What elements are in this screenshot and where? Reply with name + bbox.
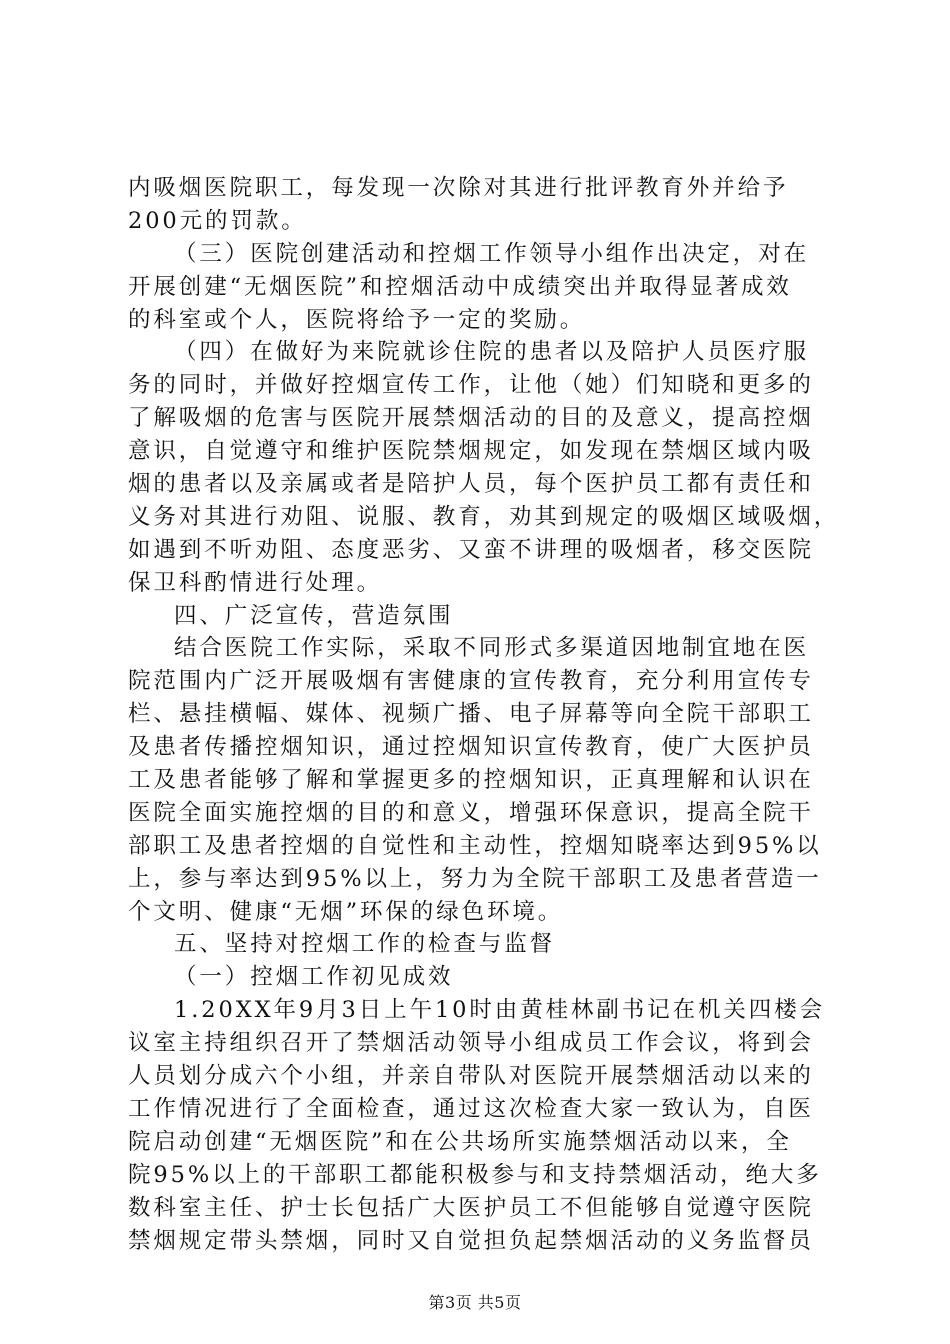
- text-line: 数科室主任、护士长包括广大医护员工不但能够自觉遵守医院: [128, 1194, 814, 1221]
- text-line: 院启动创建“无烟医院”和在公共场所实施禁烟活动以来，全: [128, 1128, 792, 1155]
- text-line: 院范围内广泛开展吸烟有害健康的宣传教育，充分利用宣传专: [128, 668, 814, 695]
- text-line: 议室主持组织召开了禁烟活动领导小组成员工作会议，将到会: [128, 1030, 814, 1057]
- text-line: 医院全面实施控烟的目的和意义，增强环保意识，提高全院干: [128, 799, 814, 826]
- text-line: 工及患者能够了解和掌握更多的控烟知识，正真理解和认识在: [128, 767, 814, 794]
- text-line: 个文明、健康“无烟”环保的绿色环境。: [128, 898, 564, 925]
- text-line: 务的同时，并做好控烟宣传工作，让他（她）们知晓和更多的: [128, 372, 814, 399]
- text-line: 结合医院工作实际，采取不同形式多渠道因地制宜地在医: [174, 635, 810, 662]
- text-line: 200元的罚款。: [128, 207, 307, 234]
- text-line: 禁烟规定带头禁烟，同时又自觉担负起禁烟活动的义务监督员: [128, 1227, 814, 1254]
- text-line: （四）在做好为来院就诊住院的患者以及陪护人员医疗服: [174, 339, 810, 366]
- text-line: 工作情况进行了全面检查，通过这次检查大家一致认为，自医: [128, 1095, 814, 1122]
- document-body: [128, 172, 840, 1257]
- text-line: （三）医院创建活动和控烟工作领导小组作出决定，对在: [174, 240, 810, 267]
- text-line: 保卫科酌情进行处理。: [128, 569, 383, 596]
- page-number-footer: 第3页 共5页: [428, 1293, 522, 1312]
- text-line: 人员划分成六个小组，并亲自带队对医院开展禁烟活动以来的: [128, 1063, 814, 1090]
- section-heading: 五、坚持对控烟工作的检查与监督: [174, 931, 556, 958]
- text-line: 如遇到不听劝阻、态度恶劣、又蛮不讲理的吸烟者，移交医院: [128, 536, 814, 563]
- section-heading: 四、广泛宣传，营造氛围: [174, 602, 454, 629]
- text-line: 院95%以上的干部职工都能积极参与和支持禁烟活动，绝大多: [128, 1161, 822, 1188]
- text-line: 了解吸烟的危害与医院开展禁烟活动的目的及意义，提高控烟: [128, 405, 814, 432]
- text-line: 开展创建“无烟医院”和控烟活动中成绩突出并取得显著成效: [128, 273, 792, 300]
- subsection-heading: （一）控烟工作初见成效: [174, 964, 454, 991]
- text-line: 内吸烟医院职工，每发现一次除对其进行批评教育外并给予: [128, 175, 789, 201]
- text-line: 及患者传播控烟知识，通过控烟知识宣传教育，使广大医护员: [128, 734, 814, 761]
- text-line: 栏、悬挂横幅、媒体、视频广播、电子屏幕等向全院干部职工: [128, 701, 814, 728]
- text-line: 烟的患者以及亲属或者是陪护人员，每个医护员工都有责任和: [128, 471, 814, 498]
- text-line: 1.20XX年9月3日上午10时由黄桂林副书记在机关四楼会: [174, 997, 825, 1024]
- text-line: 上，参与率达到95%以上，努力为全院干部职工及患者营造一: [128, 865, 822, 892]
- text-line: 意识，自觉遵守和维护医院禁烟规定，如发现在禁烟区域内吸: [128, 438, 814, 465]
- text-line: 部职工及患者控烟的自觉性和主动性，控烟知晓率达到95%以: [128, 832, 822, 859]
- text-line: 的科室或个人，医院将给予一定的奖励。: [128, 306, 586, 333]
- text-line: 义务对其进行劝阻、说服、教育，劝其到规定的吸烟区域吸烟，: [128, 503, 840, 530]
